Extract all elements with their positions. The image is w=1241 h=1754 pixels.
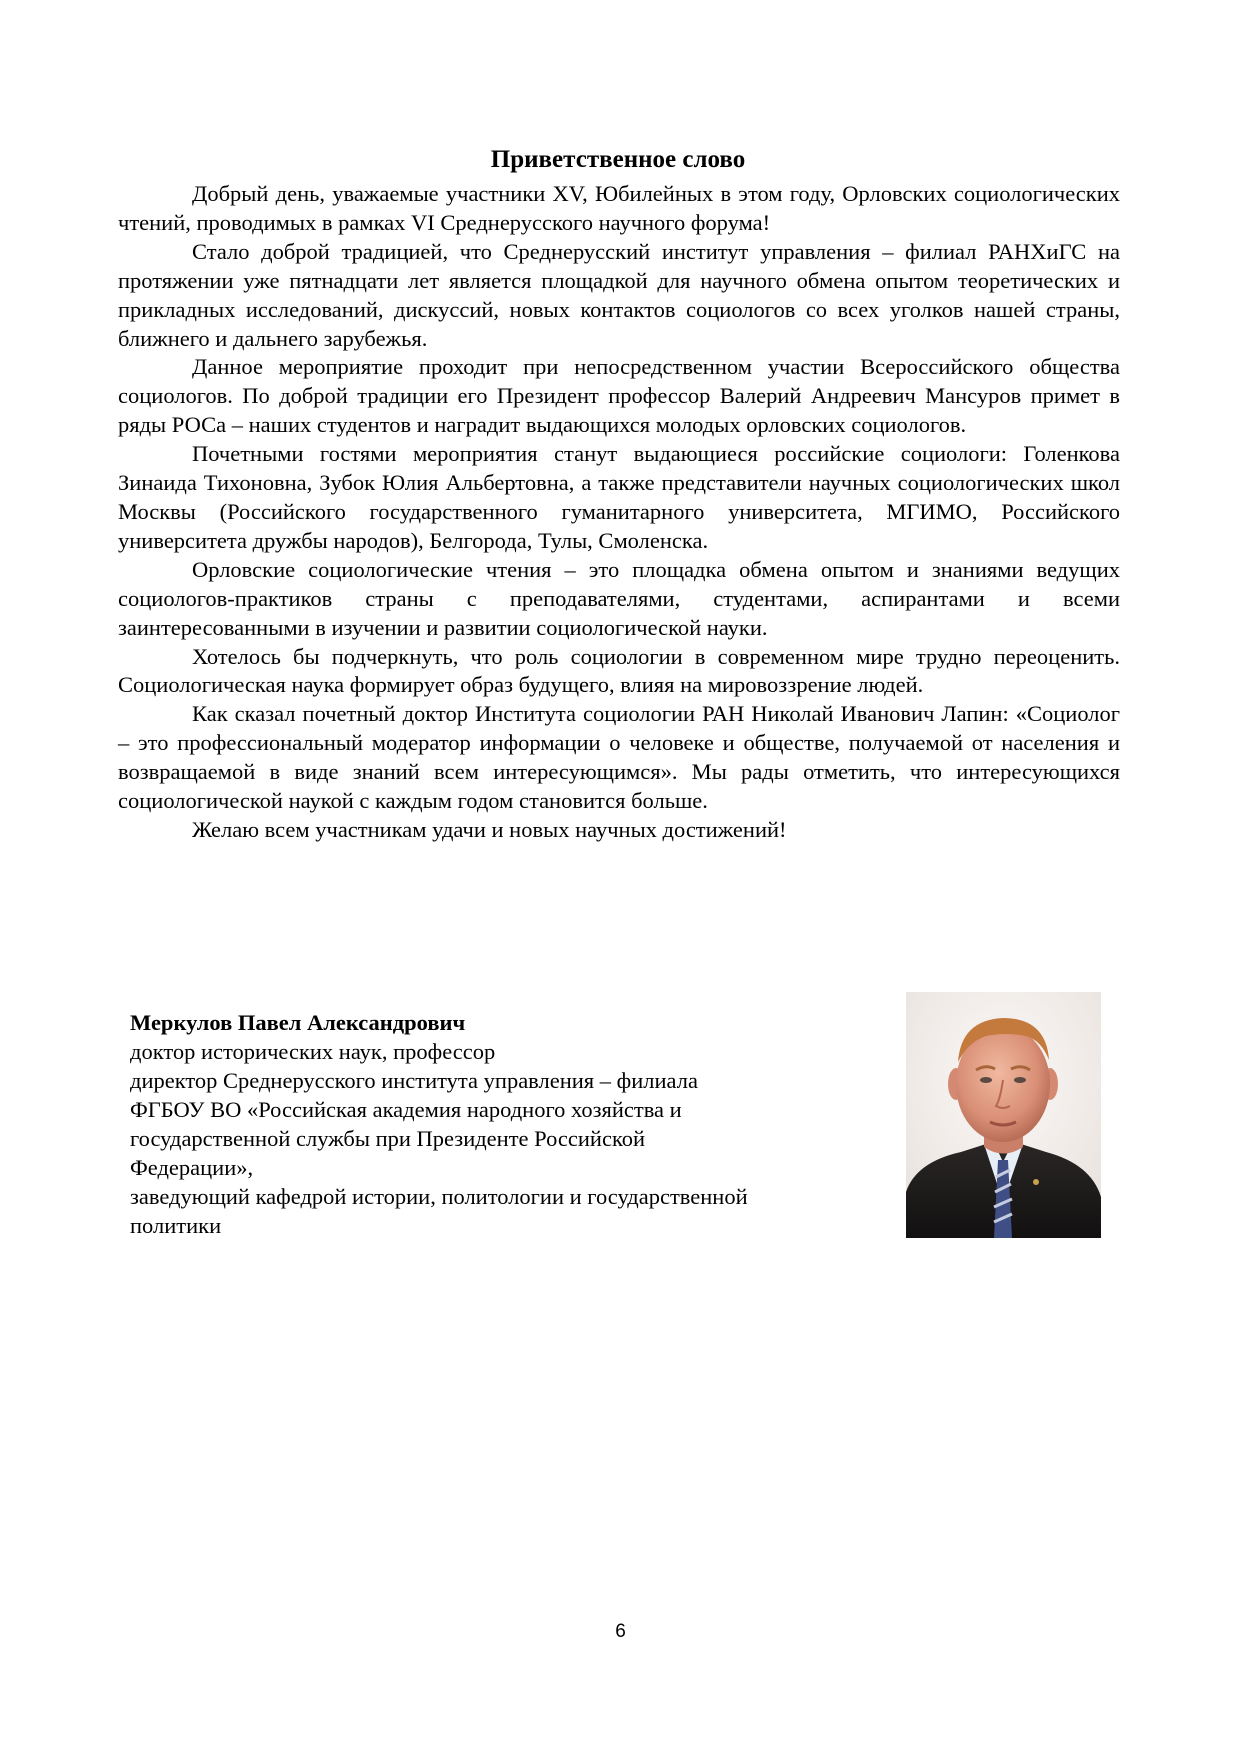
author-name: Меркулов Павел Александрович: [130, 1010, 466, 1035]
author-photo: [906, 992, 1101, 1238]
author-title-line: заведующий кафедрой истории, политологии и государственной: [130, 1184, 748, 1209]
paragraph: Желаю всем участникам удачи и новых научных достижений!: [192, 816, 787, 842]
paragraph: Орловские социологические чтения – это площадка обмена опытом и знаниями ведущих социологов-практиков страны с преподавателями, студентами, аспирантами и всеми заинтересованными в изучении и развитии социологической науки.: [118, 556, 1120, 640]
author-title-line: государственной службы при Президенте Российской: [130, 1126, 646, 1151]
portrait-illustration: [906, 992, 1101, 1238]
paragraph: Почетными гостями мероприятия станут выдающиеся российские социологи: Голенкова Зинаида Тихоновна, Зубок Юлия Альбертовна, а также представители научных социологических школ Москвы (Российского государственного гуманитарного университета, МГИМО, Российского университета дружбы народов), Белгорода, Тулы, Смоленска.: [118, 441, 1120, 553]
paragraph: Стало доброй традицией, что Среднерусский институт управления – филиал РАНХиГС на протяжении уже пятнадцати лет является площадкой для научного обмена опытом теоретических и прикладных исследований, дискуссий, новых контактов социологов со всех уголков нашей страны, ближнего и дальнего зарубежья.: [118, 238, 1120, 351]
author-title-line: Федерации»,: [130, 1155, 254, 1180]
author-title-line: ФГБОУ ВО «Российская академия народного хозяйства и: [130, 1097, 682, 1122]
page-title: Приветственное слово: [490, 146, 746, 173]
author-title-line: политики: [130, 1213, 222, 1238]
paragraph: Добрый день, уважаемые участники XV, Юбилейных в этом году, Орловских социологических чтений, проводимых в рамках VI Среднерусского научного форума!: [118, 181, 1120, 235]
author-title-line: директор Среднерусского института управления – филиала: [130, 1068, 698, 1093]
author-title-line: доктор исторических наук, профессор: [130, 1039, 496, 1064]
paragraph: Как сказал почетный доктор Института социологии РАН Николай Иванович Лапин: «Социолог – это профессиональный модератор информации о человеке и обществе, получаемой от населения и возвращаемой в виде знаний всем интересующимся». Мы рады отметить, что интересующихся социологической наукой с каждым годом становится больше.: [118, 701, 1120, 814]
welcome-text: [118, 180, 1120, 845]
paragraph: Данное мероприятие проходит при непосредственном участии Всероссийского общества социологов. По доброй традиции его Президент профессор Валерий Андреевич Мансуров примет в ряды РОСа – наших студентов и наградит выдающихся молодых орловских социологов.: [118, 354, 1120, 438]
paragraph: Хотелось бы подчеркнуть, что роль социологии в современном мире трудно переоценить. Социологическая наука формирует образ будущего, влияя на мировоззрение людей.: [118, 643, 1120, 698]
author-signature: [130, 1008, 850, 1240]
page-number: 6: [615, 1621, 626, 1642]
